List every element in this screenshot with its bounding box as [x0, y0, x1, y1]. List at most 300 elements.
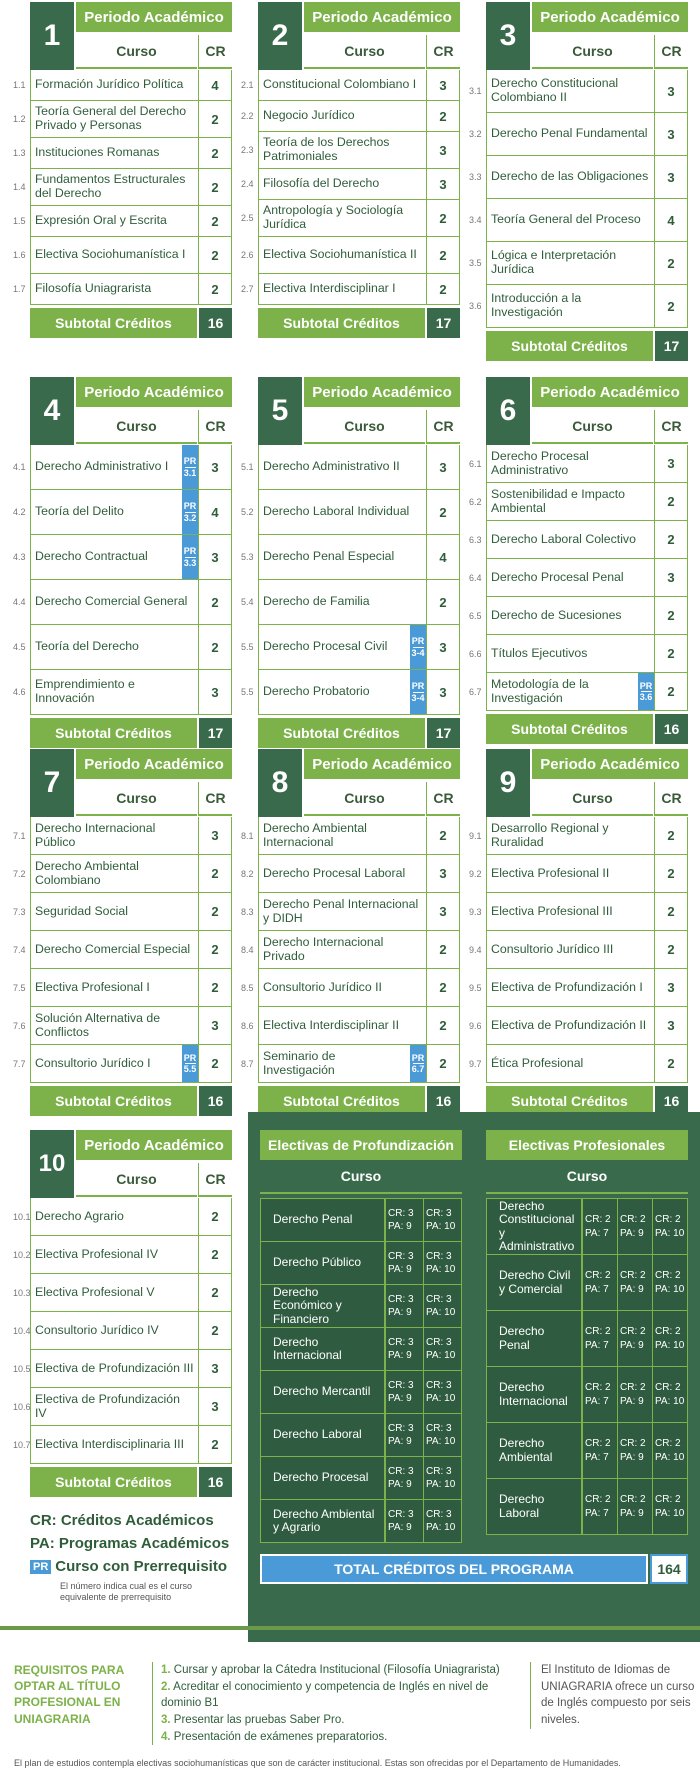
course-credits: 2 [198, 206, 232, 236]
requisito-number: 2. [161, 1680, 171, 1693]
electiva-credit-line: CR: 3 [388, 1508, 414, 1520]
electiva-credit-line: CR: 2 [620, 1270, 646, 1281]
electiva-credit-line: PA: 10 [426, 1221, 456, 1232]
semester-6 [469, 377, 688, 744]
course-row [13, 931, 232, 969]
curso-header: Curso [304, 35, 425, 69]
prerequisite-label: PR [639, 680, 653, 691]
requisito-item [161, 1662, 521, 1679]
electiva-row [260, 1500, 462, 1543]
periodo-label: Periodo Académico [532, 749, 688, 779]
electiva-credit-line: PA: 10 [655, 1395, 685, 1407]
course-row [13, 274, 232, 305]
prerequisite-label: PR [183, 501, 197, 512]
requisito-text: Presentar las pruebas Saber Pro. [173, 1714, 345, 1727]
course-credits: 2 [654, 817, 688, 854]
semester-header [258, 749, 460, 817]
course-name: Electiva Profesional I [30, 969, 198, 1006]
course-credits: 3 [654, 445, 688, 482]
course-credits: 3 [426, 169, 460, 199]
subtotal-value: 16 [199, 1086, 232, 1116]
course-name: Derecho de las Obligaciones [486, 156, 654, 198]
course-row [13, 1007, 232, 1045]
course-row [469, 931, 688, 969]
course-name: Consultorio Jurídico IV [30, 1312, 198, 1349]
prerequisite-code: 6.7 [411, 1064, 425, 1074]
prerequisite-badge [638, 673, 654, 710]
course-code: 9.4 [469, 944, 482, 955]
subtotal-label: Subtotal Créditos [30, 308, 197, 338]
subtotal-value: 17 [427, 718, 460, 748]
electiva-credit-cell [385, 1199, 423, 1241]
electiva-credit-cell [423, 1285, 461, 1327]
requisitos-list [152, 1662, 521, 1745]
electiva-credit-line: CR: 3 [426, 1207, 452, 1219]
cr-header: CR [654, 35, 688, 69]
course-credits: 2 [426, 931, 460, 968]
course-code: 3.2 [469, 129, 482, 139]
electiva-name: Derecho Mercantil [261, 1371, 385, 1413]
course-credits: 3 [198, 1350, 232, 1387]
electiva-credit-line: PA: 9 [388, 1393, 412, 1404]
course-name: Electiva Profesional V [30, 1274, 198, 1311]
course-credits: 3 [654, 559, 688, 596]
electiva-row [260, 1198, 462, 1242]
course-name: Constitucional Colombiano I [258, 70, 426, 100]
electiva-name: Derecho Penal [261, 1199, 385, 1241]
course-row [241, 169, 460, 200]
course-name: Derecho Internacional Público [30, 817, 198, 854]
subtotal-value: 16 [655, 714, 688, 744]
cr-header: CR [198, 782, 232, 816]
prerequisite-label: PR [183, 1052, 197, 1063]
course-row [241, 1045, 460, 1083]
course-credits: 3 [198, 1007, 232, 1044]
course-code: 4.1 [13, 462, 26, 472]
course-credits: 3 [198, 817, 232, 854]
electiva-credit-line: PA: 10 [426, 1264, 456, 1275]
electiva-credit-line: PA: 10 [426, 1436, 456, 1447]
course-row [13, 580, 232, 625]
course-row [241, 132, 460, 169]
course-code: 10.1 [13, 1211, 31, 1222]
course-name: Metodología de la Investigación [486, 673, 638, 710]
subtotal-label: Subtotal Créditos [30, 718, 197, 748]
course-name: Electiva Interdisciplinaria III [30, 1426, 198, 1463]
course-code: 7.6 [13, 1020, 26, 1031]
course-code: 10.5 [13, 1363, 31, 1374]
electiva-credit-line: PA: 10 [655, 1283, 685, 1295]
course-credits: 2 [426, 1007, 460, 1044]
course-row [241, 70, 460, 101]
periodo-label: Periodo Académico [304, 2, 460, 32]
curso-header: Curso [532, 35, 653, 69]
course-row [13, 1274, 232, 1312]
course-name: Derecho Contractual [30, 535, 182, 579]
course-name: Consultorio Jurídico II [258, 969, 426, 1006]
course-code: 6.3 [469, 534, 482, 545]
semester-header [486, 377, 688, 445]
course-name: Filosofía Uniagrarista [30, 274, 198, 304]
course-credits: 2 [198, 855, 232, 892]
electiva-row [486, 1311, 688, 1367]
course-row [241, 445, 460, 490]
electiva-row [260, 1457, 462, 1500]
curso-header: Curso [304, 410, 425, 444]
curso-header: Curso [532, 410, 653, 444]
semester-3 [469, 2, 688, 361]
subtotal-label: Subtotal Créditos [486, 714, 653, 744]
course-row [469, 70, 688, 113]
electiva-credit-line: PA: 9 [388, 1307, 412, 1318]
prerequisite-label: PR [183, 456, 197, 467]
course-name: Seminario de Investigación [258, 1045, 410, 1082]
course-credits: 2 [654, 931, 688, 968]
subtotal-label: Subtotal Créditos [258, 308, 425, 338]
course-credits: 4 [198, 70, 232, 100]
electiva-credit-line: PA: 10 [426, 1307, 456, 1318]
electiva-credit-line: PA: 10 [426, 1393, 456, 1404]
course-name: Derecho Penal Fundamental [486, 113, 654, 155]
semester-2 [241, 2, 460, 338]
requisito-item [161, 1729, 521, 1746]
course-code: 5.1 [241, 462, 254, 472]
course-name: Emprendimiento e Innovación [30, 670, 198, 714]
electiva-credit-line: CR: 3 [426, 1379, 452, 1391]
electiva-row [260, 1328, 462, 1371]
semester-number: 9 [486, 749, 530, 817]
course-code: 8.2 [241, 868, 254, 879]
course-credits: 3 [426, 625, 460, 669]
course-credits: 2 [426, 969, 460, 1006]
course-row [13, 1236, 232, 1274]
electiva-credit-cell [423, 1500, 461, 1542]
semester-header [30, 749, 232, 817]
electiva-credit-line: PA: 9 [388, 1264, 412, 1275]
electiva-credit-line: CR: 3 [426, 1508, 452, 1520]
course-credits: 2 [198, 274, 232, 304]
course-code: 1.7 [13, 284, 26, 294]
course-code: 5.2 [241, 507, 254, 517]
electiva-credit-cell [423, 1199, 461, 1241]
electiva-credit-line: PA: 7 [585, 1451, 609, 1463]
electiva-name: Derecho Económico y Financiero [261, 1285, 385, 1327]
prerequisite-code: 3.6 [639, 692, 653, 702]
course-name: Derecho Agrario [30, 1198, 198, 1235]
electiva-credit-line: PA: 7 [585, 1283, 609, 1295]
subtotal-label: Subtotal Créditos [258, 718, 425, 748]
course-name: Lógica e Interpretación Jurídica [486, 242, 654, 284]
subtotal-row [258, 308, 460, 338]
course-credits: 2 [654, 673, 688, 710]
electiva-credit-cell [652, 1479, 687, 1534]
course-row [241, 625, 460, 670]
prerequisite-code: 3.3 [183, 557, 197, 568]
course-credits: 3 [426, 670, 460, 714]
course-name: Teoría de los Derechos Patrimoniales [258, 132, 426, 168]
course-credits: 2 [654, 285, 688, 327]
electiva-name: Derecho Ambiental [487, 1423, 582, 1478]
electiva-credit-line: CR: 3 [388, 1207, 414, 1219]
course-credits: 4 [654, 199, 688, 241]
course-name: Derecho Comercial Especial [30, 931, 198, 968]
cr-header: CR [654, 782, 688, 816]
course-code: 7.2 [13, 868, 26, 879]
course-row [469, 113, 688, 156]
course-code: 6.2 [469, 496, 482, 507]
course-code: 2.6 [241, 250, 254, 260]
course-name: Negocio Jurídico [258, 101, 426, 131]
course-code: 1.5 [13, 216, 26, 226]
course-credits: 2 [654, 1045, 688, 1082]
course-row [469, 483, 688, 521]
electiva-credit-line: CR: 2 [620, 1494, 646, 1505]
electiva-credit-line: CR: 3 [426, 1293, 452, 1305]
course-credits: 2 [198, 169, 232, 205]
electiva-credit-line: PA: 10 [655, 1507, 685, 1519]
course-name: Derecho Probatorio [258, 670, 410, 714]
semester-header [486, 2, 688, 70]
course-name: Electiva de Profundización III [30, 1350, 198, 1387]
course-code: 4.2 [13, 507, 26, 517]
course-name: Consultorio Jurídico III [486, 931, 654, 968]
semester-header [30, 1130, 232, 1198]
electiva-credit-cell [617, 1311, 652, 1366]
course-name: Electiva Sociohumanística II [258, 237, 426, 273]
subtotal-label: Subtotal Créditos [30, 1467, 197, 1497]
course-code: 9.7 [469, 1058, 482, 1069]
subtotal-value: 17 [427, 308, 460, 338]
subtotal-row [30, 308, 232, 338]
course-credits: 3 [654, 156, 688, 198]
course-credits: 2 [654, 242, 688, 284]
course-name: Derecho Procesal Laboral [258, 855, 426, 892]
course-code: 8.6 [241, 1020, 254, 1031]
course-credits: 2 [198, 1274, 232, 1311]
course-code: 8.3 [241, 906, 254, 917]
electiva-credit-line: CR: 3 [388, 1422, 414, 1434]
semester-number: 4 [30, 377, 74, 445]
course-code: 2.7 [241, 284, 254, 294]
requisito-number: 3. [161, 1714, 171, 1727]
course-credits: 2 [198, 1198, 232, 1235]
course-code: 10.7 [13, 1439, 31, 1450]
course-name: Títulos Ejecutivos [486, 635, 654, 672]
course-row [13, 670, 232, 715]
course-row [13, 101, 232, 138]
course-row [13, 169, 232, 206]
semester-header [486, 749, 688, 817]
course-row [469, 855, 688, 893]
electiva-credit-cell [385, 1414, 423, 1456]
course-credits: 3 [426, 445, 460, 489]
electiva-credit-line: CR: 3 [388, 1293, 414, 1305]
total-creditos-label: TOTAL CRÉDITOS DEL PROGRAMA [260, 1554, 648, 1584]
course-code: 6.4 [469, 572, 482, 583]
course-code: 7.5 [13, 982, 26, 993]
electiva-credit-line: CR: 3 [426, 1422, 452, 1434]
requisito-item [161, 1712, 521, 1729]
course-row [469, 559, 688, 597]
electiva-row [486, 1198, 688, 1255]
semester-4 [13, 377, 232, 748]
electiva-credit-line: CR: 3 [426, 1465, 452, 1477]
course-code: 4.6 [13, 687, 26, 697]
electiva-credit-cell [582, 1311, 617, 1366]
prerequisite-code: 5.5 [183, 1064, 197, 1074]
course-row [469, 817, 688, 855]
course-credits: 2 [654, 893, 688, 930]
requisito-text: Acreditar el conocimiento y competencia de Inglés en nivel de dominio B1 [161, 1680, 489, 1710]
course-credits: 2 [654, 597, 688, 634]
course-row [469, 969, 688, 1007]
course-name: Expresión Oral y Escrita [30, 206, 198, 236]
course-code: 7.7 [13, 1058, 26, 1069]
course-row [13, 893, 232, 931]
electiva-credit-line: CR: 2 [620, 1382, 646, 1393]
course-name: Derecho Administrativo I [30, 445, 182, 489]
electiva-credit-cell [385, 1285, 423, 1327]
course-credits: 2 [654, 635, 688, 672]
course-row [469, 1007, 688, 1045]
electiva-credit-cell [423, 1457, 461, 1499]
electiva-credit-line: PA: 9 [620, 1283, 644, 1295]
electiva-credit-line: PA: 7 [585, 1395, 609, 1407]
course-credits: 2 [426, 817, 460, 854]
electiva-credit-line: PA: 10 [655, 1451, 685, 1463]
cr-header: CR [426, 410, 460, 444]
course-credits: 2 [198, 101, 232, 137]
electiva-row [486, 1255, 688, 1311]
course-name: Derecho Ambiental Internacional [258, 817, 426, 854]
plan-footnote: El plan de estudios contempla electivas sociohumanísticas que son de carácter institucional. Estas son ofrecidas por el Departamento de Humanidades. [14, 1758, 621, 1768]
electiva-credit-cell [582, 1367, 617, 1422]
course-name: Derecho de Familia [258, 580, 426, 624]
periodo-label: Periodo Académico [304, 749, 460, 779]
course-row [469, 199, 688, 242]
course-code: 4.5 [13, 642, 26, 652]
electiva-credit-line: CR: 3 [388, 1336, 414, 1348]
cr-header: CR [426, 35, 460, 69]
course-code: 2.3 [241, 145, 254, 155]
course-row [13, 855, 232, 893]
electiva-credit-cell [617, 1255, 652, 1310]
electiva-row [486, 1479, 688, 1535]
course-credits: 2 [654, 855, 688, 892]
periodo-label: Periodo Académico [76, 377, 232, 407]
prerequisite-badge [410, 625, 426, 669]
course-name: Teoría General del Proceso [486, 199, 654, 241]
course-name: Fundamentos Estructurales del Derecho [30, 169, 198, 205]
course-credits: 2 [654, 483, 688, 520]
prerequisite-code: 3.1 [183, 467, 197, 478]
course-credits: 2 [426, 200, 460, 236]
electiva-credit-line: PA: 10 [426, 1522, 456, 1533]
course-row [241, 237, 460, 274]
legend-pr-label: Curso con Prerrequisito [55, 1558, 227, 1575]
electiva-credit-line: PA: 10 [426, 1350, 456, 1361]
electiva-credit-line: CR: 2 [585, 1438, 611, 1449]
subtotal-row [486, 714, 688, 744]
course-code: 10.6 [13, 1401, 31, 1412]
semester-number: 10 [30, 1130, 74, 1198]
course-credits: 3 [198, 445, 232, 489]
course-name: Electiva de Profundización IV [30, 1388, 198, 1425]
course-code: 10.2 [13, 1249, 31, 1260]
cr-header: CR [654, 410, 688, 444]
electiva-credit-line: CR: 2 [585, 1214, 611, 1225]
electiva-credit-line: CR: 2 [585, 1326, 611, 1337]
course-row [13, 445, 232, 490]
electiva-credit-cell [652, 1255, 687, 1310]
electiva-credit-cell [385, 1242, 423, 1284]
electiva-credit-line: CR: 2 [620, 1438, 646, 1449]
course-code: 1.4 [13, 182, 26, 192]
course-code: 8.7 [241, 1058, 254, 1069]
electiva-credit-line: PA: 9 [388, 1221, 412, 1232]
periodo-label: Periodo Académico [76, 1130, 232, 1160]
course-name: Derecho Internacional Privado [258, 931, 426, 968]
electiva-row [260, 1242, 462, 1285]
course-row [13, 70, 232, 101]
course-row [13, 535, 232, 580]
requisitos-section [0, 1618, 700, 1772]
course-credits: 2 [426, 490, 460, 534]
electiva-credit-cell [652, 1199, 687, 1254]
electiva-credit-line: CR: 2 [655, 1326, 681, 1337]
electiva-name: Derecho Ambiental y Agrario [261, 1500, 385, 1542]
course-row [469, 521, 688, 559]
electiva-row [260, 1285, 462, 1328]
prerequisite-badge [182, 445, 198, 489]
prerequisite-label: PR [411, 1052, 425, 1063]
semester-number: 3 [486, 2, 530, 70]
course-code: 5.3 [241, 552, 254, 562]
prerequisite-badge [410, 1045, 426, 1082]
subtotal-row [30, 1467, 232, 1497]
periodo-label: Periodo Académico [532, 2, 688, 32]
curso-header: Curso [304, 782, 425, 816]
subtotal-label: Subtotal Créditos [258, 1086, 425, 1116]
course-credits: 3 [426, 855, 460, 892]
course-code: 6.6 [469, 648, 482, 659]
course-row [13, 237, 232, 274]
course-code: 3.1 [469, 86, 482, 96]
course-credits: 2 [654, 521, 688, 558]
electiva-name: Derecho Internacional [487, 1367, 582, 1422]
course-row [13, 490, 232, 535]
electiva-credit-cell [582, 1199, 617, 1254]
requisito-text: Cursar y aprobar la Cátedra Institucional (Filosofía Uniagrarista) [173, 1664, 500, 1676]
course-credits: 2 [198, 1312, 232, 1349]
electiva-credit-line: CR: 2 [655, 1438, 681, 1449]
course-name: Derecho Constitucional Colombiano II [486, 70, 654, 112]
legend-pr [30, 1558, 240, 1575]
instituto-idiomas-note: El Instituto de Idiomas de UNIAGRARIA ofrece un curso de Inglés compuesto por seis niveles. [530, 1662, 700, 1729]
course-code: 10.4 [13, 1325, 31, 1336]
legend [30, 1512, 240, 1603]
course-name: Instituciones Romanas [30, 138, 198, 168]
electiva-credit-line: CR: 2 [585, 1382, 611, 1393]
semester-number: 7 [30, 749, 74, 817]
course-name: Consultorio Jurídico I [30, 1045, 182, 1082]
electiva-credit-line: PA: 10 [426, 1479, 456, 1490]
requisito-item [161, 1679, 521, 1712]
course-row [469, 893, 688, 931]
course-credits: 2 [198, 1045, 232, 1082]
electiva-name: Derecho Laboral [261, 1414, 385, 1456]
semester-header [258, 377, 460, 445]
